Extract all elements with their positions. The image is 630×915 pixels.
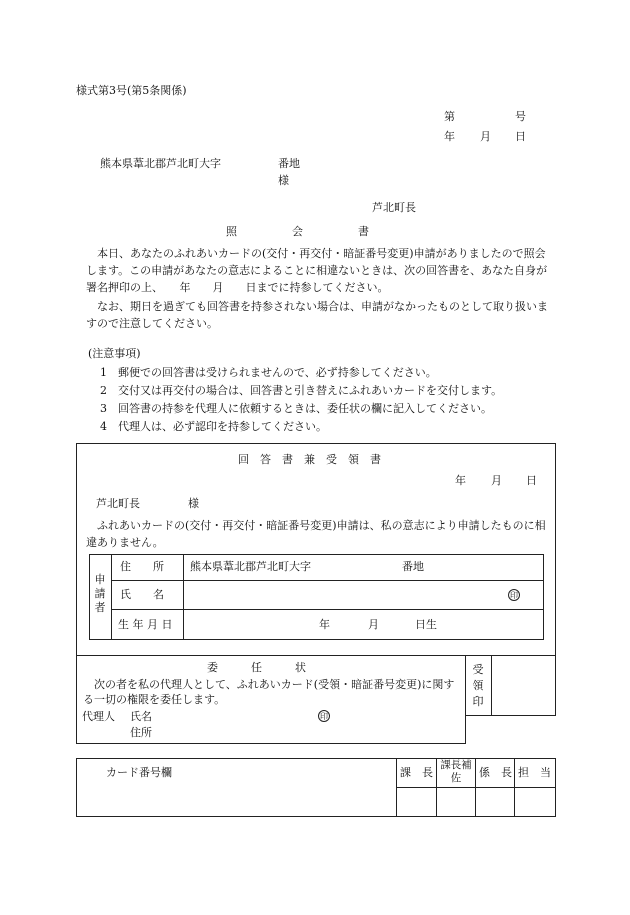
date-year: 年 [444, 130, 455, 143]
proxy-seal-mark-icon: 印 [320, 712, 328, 721]
agent-name-label: 氏名 [130, 710, 152, 723]
proxy-text: 次の者を私の代理人として、ふれあいカード(受領・暗証番号変更)に関する一切の権限を委任します。 [83, 678, 455, 706]
reply-date-year: 年 [455, 474, 466, 487]
reply-date-month: 月 [491, 474, 502, 487]
body-paragraph-1: 本日、あなたのふれあいカードの(交付・再交付・暗証番号変更)申請がありましたので照会します。この申請があなたの意志によることに相違ないときは、次の回答書を、あなた自身が署名押印の上、 年 月 日までに持参してください。 [86, 247, 548, 294]
note-item: 4 代理人は、必ず認印を持参してください。 [100, 420, 327, 433]
form-number: 様式第3号(第5条関係) [76, 84, 187, 97]
reply-sama: 様 [188, 497, 199, 510]
card-number-label: カード番号欄 [106, 766, 172, 779]
birth-month: 月 [368, 618, 379, 631]
notes-title: (注意事項) [88, 347, 141, 360]
address-label: 住 所 [120, 560, 164, 573]
recipient-sama: 様 [278, 174, 289, 187]
issuer-mayor: 芦北町長 [372, 201, 416, 214]
reply-title: 回 答 書 兼 受 領 書 [238, 453, 381, 466]
proxy-title: 委 任 状 [207, 661, 306, 674]
kachohosa-label: 課長補佐 [440, 759, 472, 784]
document-title: 照 会 書 [226, 225, 369, 238]
receipt-seal-label: 受領印 [472, 663, 484, 708]
recipient-banchi: 番地 [278, 157, 300, 170]
seal-mark-icon: 印 [510, 591, 518, 600]
name-label: 氏 名 [120, 588, 164, 601]
address-value: 熊本県葦北郡芦北町大字 [190, 560, 311, 573]
agent-address-label: 住所 [130, 726, 152, 739]
body-paragraph-2: なお、期日を過ぎても回答書を持参されない場合は、申請がなかったものとして取り扱いますので注意してください。 [86, 300, 548, 330]
tanto-label: 担 当 [518, 766, 551, 779]
date-day: 日 [515, 130, 526, 143]
doc-number-prefix: 第 [444, 110, 455, 123]
birth-year: 年 [319, 618, 330, 631]
recipient-address: 熊本県葦北郡芦北町大字 [100, 157, 221, 170]
reply-date-day: 日 [526, 474, 537, 487]
birthdate-label: 生 年 月 日 [118, 618, 173, 631]
reply-text: ふれあいカードの(交付・再交付・暗証番号変更)申請は、私の意志により申請したものに相違ありません。 [86, 519, 546, 549]
note-item: 1 郵便での回答書は受けられませんので、必ず持参してください。 [100, 366, 437, 379]
kacho-label: 課 長 [400, 766, 433, 779]
birth-day: 日生 [415, 618, 437, 631]
note-item: 2 交付又は再交付の場合は、回答書と引き替えにふれあいカードを交付します。 [100, 384, 503, 397]
doc-number-suffix: 号 [515, 110, 526, 123]
note-item: 3 回答書の持参を代理人に依頼するときは、委任状の欄に記入してください。 [100, 402, 492, 415]
address-banchi: 番地 [402, 560, 424, 573]
agent-label: 代理人 [82, 710, 115, 723]
applicant-label: 申請者 [94, 573, 106, 614]
reply-mayor: 芦北町長 [96, 497, 140, 510]
kakaricho-label: 係 長 [479, 766, 512, 779]
date-month: 月 [480, 130, 491, 143]
